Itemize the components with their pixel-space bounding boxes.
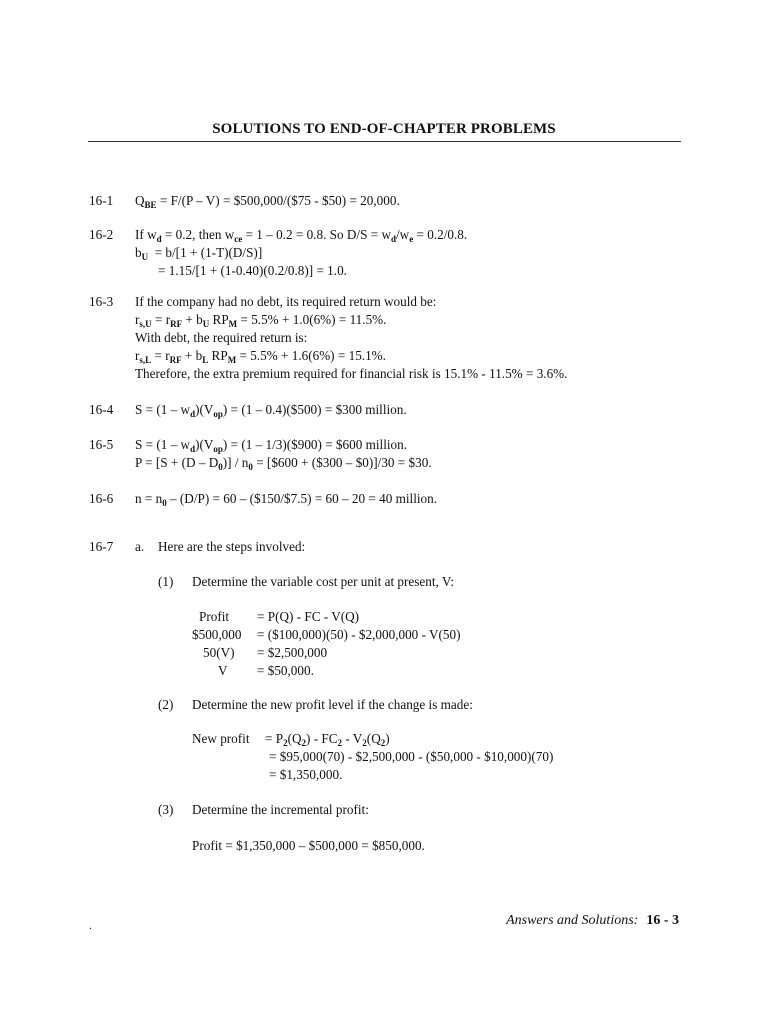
footer-dot: . (89, 918, 92, 932)
calc-left: Profit (199, 609, 230, 624)
text-line: Determine the variable cost per unit at present, V: (192, 574, 455, 589)
equation-line: $Q_{BE} = F/(P - V)$ = $500,000/($75 - $50) = 20,000. (135, 193, 400, 210)
calc-right: = $95,000(70) - $2,500,000 - ($50,000 - $10,000)(70) (269, 749, 554, 764)
equation-line: $n = n_0 - (D/P) = 60$ – ($150/$7.5) = 60 – 20 = 40 million. (135, 491, 438, 508)
calc-right: = ($100,000)(50) - $2,000,000 - V(50) (257, 627, 461, 642)
equation-line: $S = (1 - w_d)(V_{op}) = (1$ – 0.4)($500) = $300 million. (135, 402, 407, 419)
step-label: (3) (158, 802, 174, 817)
step-label: (2) (158, 697, 174, 712)
problem-number: 16-7 (89, 539, 114, 554)
problem-number: 16-1 (89, 193, 114, 208)
problem-number: 16-5 (89, 437, 114, 452)
equation-line: $r_{s,L} = r_{RF} + b_L$ $RP_M = 5.5\% + 1.6(6\%) = 15.1\%$. (135, 348, 386, 365)
calc-left: 50(V) (203, 645, 235, 660)
problem-number: 16-3 (89, 294, 114, 309)
equation-line: $P = [S + (D - D_0)] / n_0$ = [$600 + ($300 – $0)]/30 = $30. (135, 455, 432, 472)
problem-number: 16-6 (89, 491, 114, 506)
problem-number: 16-4 (89, 402, 114, 417)
calc-right: = P(Q) - FC - V(Q) (257, 609, 360, 624)
text-line: Here are the steps involved: (158, 539, 306, 554)
calc-right: = $50,000. (257, 663, 314, 678)
text-line: Determine the incremental profit: (192, 802, 369, 817)
text-line: Determine the new profit level if the change is made: (192, 697, 473, 712)
equation-line: Profit = $1,350,000 – $500,000 = $850,000. (192, 838, 425, 853)
equation-line: If $w_d = 0.2$, then $w_{ce} = 1 - 0.2 = 0.8$. So $D/S = w_d/w_e = 0.2/0.8$. (135, 227, 468, 244)
text-line: With debt, the required return is: (135, 330, 308, 345)
text-line: If the company had no debt, its required return would be: (135, 294, 437, 309)
calc-right: = $P_2(Q_2) - FC_2 - V_2(Q_2)$ (265, 731, 390, 748)
page-footer (506, 913, 679, 929)
text-line: Therefore, the extra premium required for financial risk is 15.1% - 11.5% = 3.6%. (135, 366, 568, 381)
calc-left: V (218, 663, 228, 678)
page-title: SOLUTIONS TO END-OF-CHAPTER PROBLEMS (212, 121, 556, 137)
calc-right: = $1,350,000. (269, 767, 343, 782)
title-rule (88, 141, 681, 142)
equation-line: $r_{s,U} = r_{RF} + b_U$ $RP_M = 5.5\% + 1.0(6\%) = 11.5\%$. (135, 312, 387, 329)
equation-line: $b_U = b/[1 + (1-T)(D/S)]$ (135, 245, 263, 262)
equation-line: = 1.15/[1 + (1-0.40)(0.2/0.8)] = 1.0. (158, 263, 347, 278)
page-number: 16 - 3 (646, 913, 679, 928)
problem-number: 16-2 (89, 227, 114, 242)
calc-left: $500,000 (192, 627, 242, 642)
calc-right: = $2,500,000 (257, 645, 328, 660)
calc-left: New profit (192, 731, 250, 746)
part-label: a. (135, 539, 145, 554)
footer-label: Answers and Solutions: (506, 913, 639, 928)
step-label: (1) (158, 574, 174, 589)
equation-line: $S = (1 - w_d)(V_{op}) = (1$ – 1/3)($900) = $600 million. (135, 437, 408, 454)
